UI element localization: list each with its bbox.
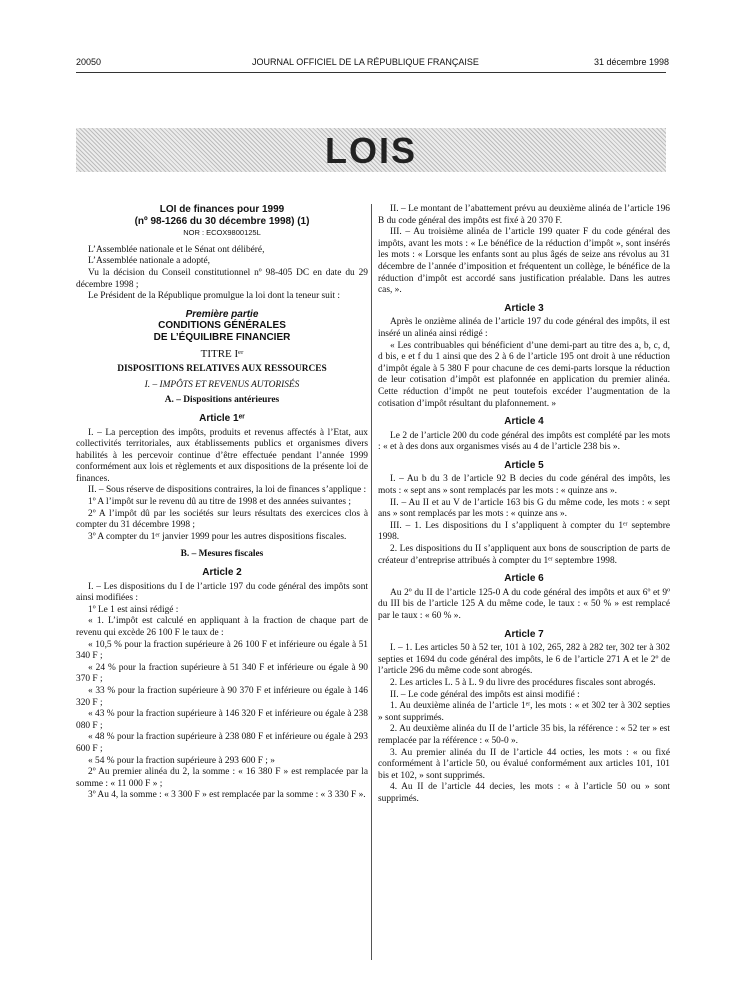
intro-paragraph: Le Président de la République promulgue la loi dont la teneur suit : bbox=[88, 291, 341, 302]
article-title: Article 6 bbox=[504, 573, 544, 585]
article-paragraph: 2º A l’impôt dû par les sociétés sur leurs résultats des exercices clos à compter du 31 décembre 1998 ; bbox=[76, 508, 368, 531]
conditions-heading: CONDITIONS GÉNÉRALES bbox=[158, 320, 286, 332]
page-number: 20050 bbox=[76, 57, 102, 67]
banner-label: LOIS bbox=[324, 130, 417, 171]
article-paragraph: 2º Au premier alinéa du 2, la somme : « 16 380 F » est remplacée par la somme : « 11 000 F » ; bbox=[76, 767, 368, 789]
article-paragraph: 4. Au II de l’article 44 decies, les mots : « à l’article 50 ou » sont supprimés. bbox=[378, 782, 670, 804]
article-paragraph: 3º A compter du 1ᵉʳ janvier 1999 pour les autres dispositions fiscales. bbox=[88, 531, 347, 542]
article-paragraph: Après le onzième alinéa de l’article 197 du code général des impôts, il est inséré un alinéa ainsi rédigé : bbox=[378, 317, 670, 339]
intro-paragraph: L’Assemblée nationale et le Sénat ont délibéré, bbox=[88, 244, 265, 255]
article-paragraph: II. – Au II et au V de l’article 163 bis G du même code, les mots : « sept ans » sont remplacés par les mots : « quinze ans ». bbox=[378, 497, 670, 520]
lois-banner bbox=[76, 128, 666, 172]
column-divider bbox=[371, 204, 372, 960]
article-paragraph: 1º Le 1 est ainsi rédigé : bbox=[88, 604, 179, 615]
article-title: Article 4 bbox=[504, 416, 544, 428]
article-title: Article 7 bbox=[504, 628, 544, 640]
article-paragraph: 2. Les dispositions du II s’appliquent aux bons de souscription de parts de créateur d’entreprise attribués à compter du 1ᵉʳ septembre 1998. bbox=[378, 544, 670, 566]
article-paragraph: 1º A l’impôt sur le revenu dû au titre de 1998 et des années suivantes ; bbox=[88, 497, 352, 508]
article-paragraph: 3º Au 4, la somme : « 3 300 F » est remplacée par la somme : « 3 330 F ». bbox=[88, 790, 366, 801]
article-paragraph: I. – La perception des impôts, produits et revenus affectés à l’Etat, aux collectivités territoriales, aux établissements publics et organismes divers habilités à les percevoir continue d’être effectuée pendant l’année 1999 conformément aux lois et règlements et aux dispositions de la présente loi de finances. bbox=[76, 427, 368, 484]
left-column bbox=[76, 204, 368, 802]
article-title: Article 2 bbox=[202, 567, 242, 579]
article-paragraph: « 24 % pour la fraction supérieure à 51 340 F et inférieure ou égale à 90 370 F ; bbox=[76, 662, 368, 685]
article-paragraph: III. – Au troisième alinéa de l’article 199 quater F du code général des impôts, avant les mots : « Le bénéfice de la réduction d’impôt », sont insérés les mots : « Lorsque les enfants sont au plus âgés de seize ans révolus au 31 décembre de l’année d’imposition et fréquentent un collège, le bénéfice de la réduction d’impôt est accordé sans justification préalable. Dans les autres cas, ». bbox=[378, 227, 670, 296]
conditions-heading: DE L’ÉQUILIBRE FINANCIER bbox=[153, 331, 291, 343]
article-paragraph: « 33 % pour la fraction supérieure à 90 370 F et inférieure ou égale à 146 320 F ; bbox=[76, 685, 368, 708]
article-paragraph: « Les contribuables qui bénéficient d’une demi-part au titre des a, b, c, d, d bis, e et f du 1 ainsi que des 2 à 6 de l’article 195 ont droit à une réduction d’impôt égale à 5 380 F pour chacune de ces demi-parts lorsque la réduction de leur cotisation d’impôt est plafonnée en application du premier alinéa. Cette réduction d’impôt ne peut toutefois excéder l’augmentation de la cotisation d’impôt résultant du plafonnement. » bbox=[378, 340, 670, 409]
article-paragraph: « 43 % pour la fraction supérieure à 146 320 F et inférieure ou égale à 238 080 F ; bbox=[76, 709, 368, 731]
section-heading: I. – IMPÔTS ET REVENUS AUTORISÉS bbox=[144, 379, 300, 390]
intro-paragraph: Vu la décision du Conseil constitutionnel nº 98-405 DC en date du 29 décembre 1998 ; bbox=[76, 267, 368, 290]
article-paragraph: Le 2 de l’article 200 du code général des impôts est complété par les mots : « et à des dons aux organismes visés au 4 de l’article 238 bis ». bbox=[378, 430, 670, 453]
article-paragraph: « 10,5 % pour la fraction supérieure à 26 100 F et inférieure ou égale à 51 340 F ; bbox=[76, 639, 368, 662]
article-paragraph: I. – Au b du 3 de l’article 92 B decies du code général des impôts, les mots : « sept ans » sont remplacés par les mots : « quinze ans ». bbox=[378, 474, 670, 497]
article-paragraph: « 1. L’impôt est calculé en appliquant à la fraction de chaque part de revenu qui excède 26 100 F le taux de : bbox=[76, 616, 368, 638]
law-number: (nº 98-1266 du 30 décembre 1998) (1) bbox=[134, 215, 310, 227]
article-paragraph: I. – Les dispositions du I de l’article 197 du code général des impôts sont ainsi modifiées : bbox=[76, 581, 368, 604]
subsection-heading: A. – Dispositions antérieures bbox=[164, 395, 280, 406]
article-paragraph: 1. Au deuxième alinéa de l’article 1ᵉʳ, les mots : « et 302 ter à 302 septies » sont supprimés. bbox=[378, 701, 670, 723]
titre-heading: TITRE Iᵉʳ bbox=[200, 347, 244, 360]
article-paragraph: I. – 1. Les articles 50 à 52 ter, 101 à 102, 265, 282 à 282 ter, 302 ter à 302 septies et 1694 du code général des impôts, le 6 de l’article 271 A et le 2º de l’article 296 du même code sont abrogés. bbox=[378, 643, 670, 677]
intro-paragraph: L’Assemblée nationale a adopté, bbox=[88, 256, 211, 267]
article-paragraph: 2. Les articles L. 5 à L. 9 du livre des procédures fiscales sont abrogés. bbox=[390, 677, 656, 688]
article-paragraph: III. – 1. Les dispositions du I s’appliquent à compter du 1ᵉʳ septembre 1998. bbox=[378, 520, 670, 543]
header-date: 31 décembre 1998 bbox=[593, 57, 669, 67]
article-title: Article 5 bbox=[504, 459, 544, 471]
law-title: LOI de finances pour 1999 bbox=[159, 204, 285, 215]
article-title: Article 3 bbox=[504, 302, 544, 314]
article-paragraph: II. – Sous réserve de dispositions contraires, la loi de finances s’applique : bbox=[88, 485, 367, 496]
article-paragraph: « 54 % pour la fraction supérieure à 293 600 F ; » bbox=[88, 755, 275, 766]
part-heading: Première partie bbox=[185, 308, 259, 320]
header-rule bbox=[76, 72, 666, 73]
right-column bbox=[378, 204, 670, 806]
article-paragraph: 3. Au premier alinéa du II de l’article 44 octies, les mots : « ou fixé conformément à l’article 50, ou évalué conformément aux articles 101, 101 bis et 102, » sont supprimés. bbox=[378, 747, 670, 781]
dispositions-heading: DISPOSITIONS RELATIVES AUX RESSOURCES bbox=[117, 364, 327, 375]
article-paragraph: Au 2º du II de l’article 125-0 A du code général des impôts et aux 6º et 9º du III bis de l’article 125 A du même code, le taux : « 50 % » est remplacé par le taux : « 60 % ». bbox=[378, 587, 670, 621]
article-paragraph: II. – Le montant de l’abattement prévu au deuxième alinéa de l’article 196 B du code général des impôts est fixé à 20 370 F. bbox=[378, 204, 670, 226]
journal-title: JOURNAL OFFICIEL DE LA RÉPUBLIQUE FRANÇAISE bbox=[252, 57, 479, 67]
article-title: Article 1ᵉʳ bbox=[199, 412, 245, 424]
article-paragraph: 2. Au deuxième alinéa du II de l’article 35 bis, la référence : « 52 ter » est remplacée par la référence : « 50-0 ». bbox=[378, 724, 670, 746]
article-paragraph: « 48 % pour la fraction supérieure à 238 080 F et inférieure ou égale à 293 600 F ; bbox=[76, 732, 368, 754]
page-header bbox=[0, 57, 731, 71]
nor-reference: NOR : ECOX9800125L bbox=[183, 228, 261, 238]
article-paragraph: II. – Le code général des impôts est ainsi modifié : bbox=[390, 689, 580, 700]
subsection-heading: B. – Mesures fiscales bbox=[180, 549, 264, 560]
